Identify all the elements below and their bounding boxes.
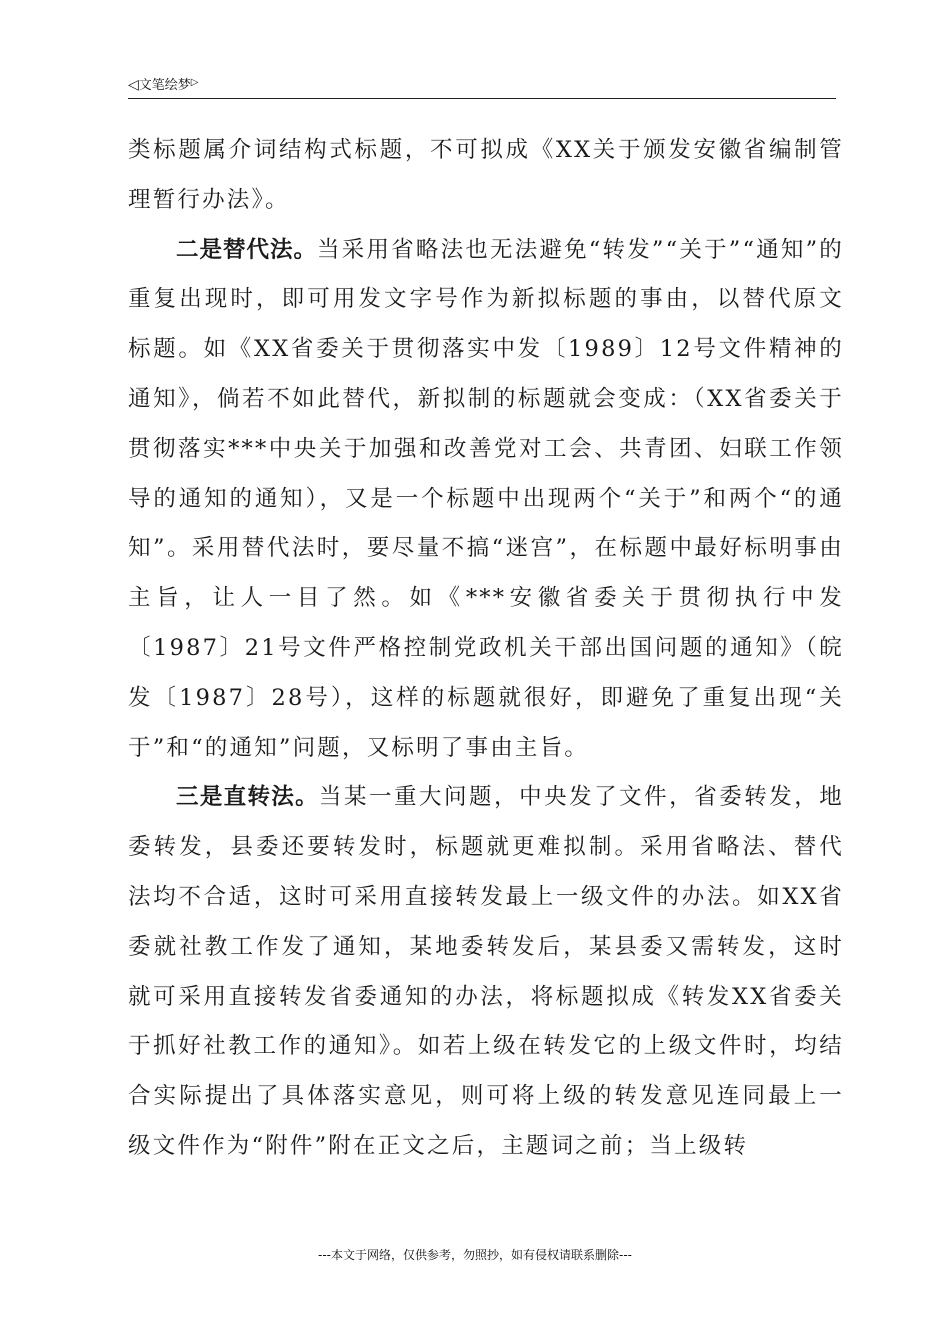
page-footer-disclaimer: ---本文于网络，仅供参考，勿照抄，如有侵权请联系删除--- [318, 1248, 632, 1262]
paragraph-direct-forward-method [128, 773, 844, 1171]
paragraph-lead: 三是直转法。 [176, 784, 319, 811]
paragraph-continuation [128, 126, 844, 226]
paragraph-text: 类标题属介词结构式标题，不可拟成《XX关于颁发安徽省编制管理暂行办法》。 [128, 137, 844, 213]
paragraph-substitution-method [128, 226, 844, 774]
paragraph-lead: 二是替代法。 [176, 236, 318, 263]
page-header [128, 74, 836, 99]
paragraph-text: 当采用省略法也无法避免“转发”“关于”“通知”的重复出现时，即可用发文字号作为新拟标题的事由，以替代原文标题。如《XX省委关于贯彻落实中发〔1989〕12号文件精神的通知》，倘若不如此替代，新拟制的标题就会变成：（XX省委关于贯彻落实***中央关于加强和改善党对工会、共青团、妇联工作领导的通知的通知），又是一个标题中出现两个“关于”和两个“的通知”。采用替代法时，要尽量不搞“迷宫”，在标题中最好标明事由主旨，让人一目了然。如《***安徽省委关于贯彻执行中发〔1987〕21号文件严格控制党政机关干部出国问题的通知》（皖发〔1987〕28号），这样的标题就很好，即避免了重复出现“关于”和“的通知”问题，又标明了事由主旨。 [128, 236, 844, 761]
left-triangle-icon: ◁ [128, 77, 139, 93]
right-triangle-icon: ▷ [190, 77, 199, 88]
document-body [128, 126, 844, 1172]
paragraph-text: 当某一重大问题，中央发了文件，省委转发，地委转发，县委还要转发时，标题就更难拟制。采用省略法、替代法均不合适，这时可采用直接转发最上一级文件的办法。如XX省委就社教工作发了通知，某地委转发后，某县委又需转发，这时就可采用直接转发省委通知的办法，将标题拟成《转发XX省委关于抓好社教工作的通知》。如若上级在转发它的上级文件时，均结合实际提出了具体落实意见，则可将上级的转发意见连同最上一级文件作为“附件”附在正文之后，主题词之前；当上级转 [128, 784, 844, 1159]
header-title: 文笔绘梦 [138, 78, 191, 93]
